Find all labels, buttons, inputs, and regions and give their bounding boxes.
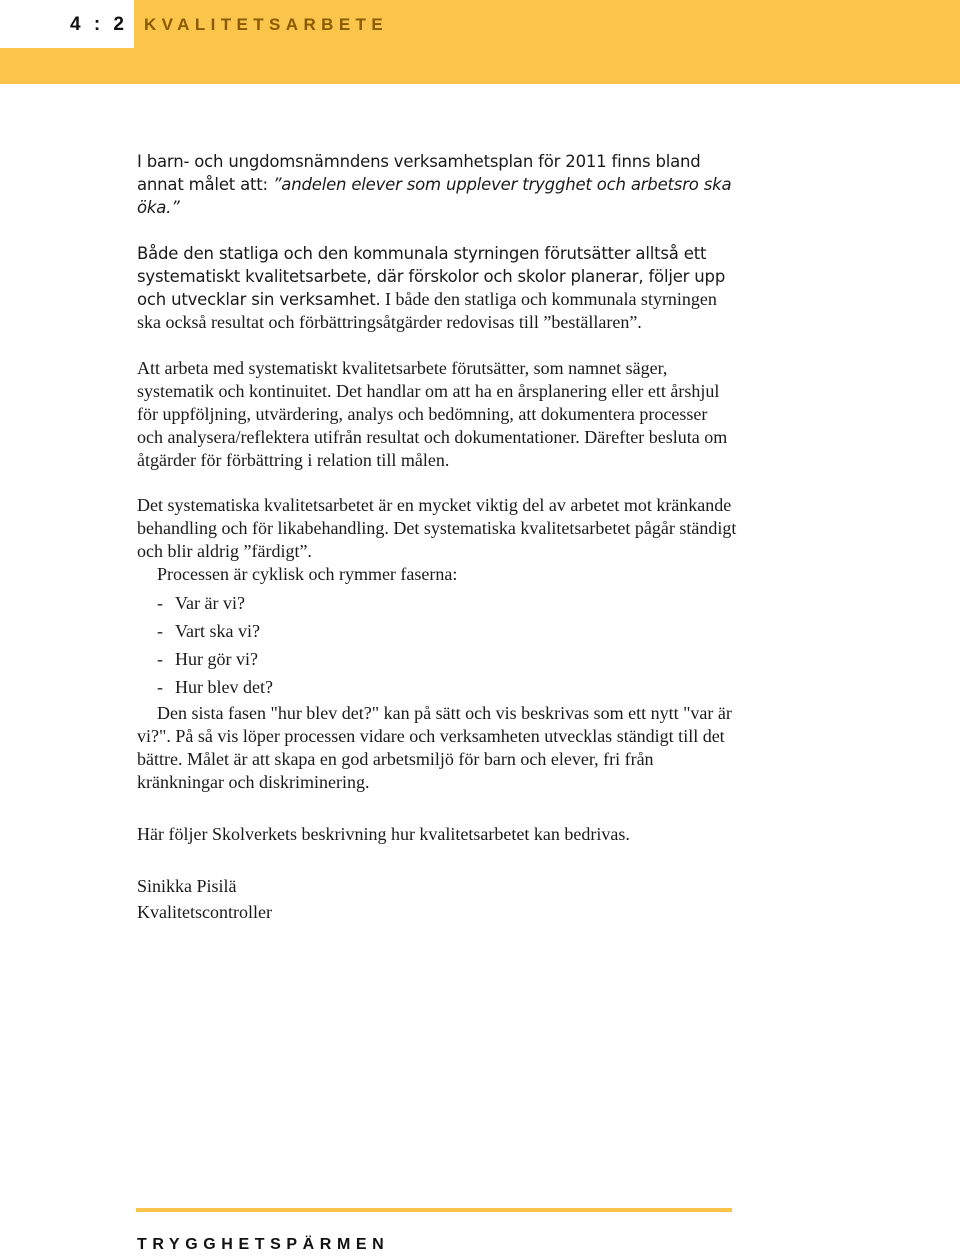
- page-number: 4 : 2: [69, 14, 128, 35]
- paragraph-governance: [137, 242, 737, 334]
- list-bullet: -: [157, 621, 163, 641]
- paragraph-cycle: Den sista fasen "hur blev det?" kan på sätt och vis beskrivas som ett nytt "var är vi?". På så vis löper processen vidare och verksamheten utvecklas ständigt till det bättre. Målet är att skapa en god arbetsmiljö för barn och elever, fri från kränkningar och diskriminering.: [137, 703, 732, 792]
- paragraph-discrimination: Det systematiska kvalitetsarbetet är en mycket viktig del av arbetet mot kränkande behandling och för likabehandling. Det systematiska kvalitetsarbetet pågår ständigt och blir aldrig ”färdigt”.: [137, 495, 737, 561]
- paragraph-systematic-work: Att arbeta med systematiskt kvalitetsarbete förutsätter, som namnet säger, systematik och kontinuitet. Det handlar om att ha en årsplanering eller ett årshjul för uppföljning, utvärdering, analys och bedömning, att dokumentera processer och analysera/reflektera utifrån resultat och dokumentationer. Därefter besluta om åtgärder för förbättring i relation till målen.: [137, 358, 728, 470]
- phase-label: Vart ska vi?: [175, 621, 260, 641]
- phase-label: Hur blev det?: [175, 677, 273, 697]
- phase-list: [137, 590, 737, 702]
- governance-text-a: Både den statliga och den kommunala styrningen förutsätter alltså ett systematiskt kvalitetsarbete, där förskolor och skolor planerar, följer upp och utvecklar sin verksamhet.: [137, 244, 726, 309]
- governance-text-b: I både den statliga och kommunala styrningen ska också resultat och förbättringsåtgärder redovisas till ”beställaren”.: [137, 289, 717, 332]
- footer-title: TRYGGHETSPÄRMEN: [137, 1236, 390, 1253]
- signature-title: Kvalitetscontroller: [137, 902, 272, 922]
- section-title: KVALITETSARBETE: [144, 15, 389, 34]
- phase-label: Hur gör vi?: [175, 649, 258, 669]
- paragraph-skolverket: Här följer Skolverkets beskrivning hur kvalitetsarbetet kan bedrivas.: [137, 824, 630, 844]
- list-bullet: -: [157, 593, 163, 613]
- paragraph-process-intro: Processen är cyklisk och rymmer faserna:: [157, 564, 458, 584]
- list-bullet: -: [157, 649, 163, 669]
- paragraph-goal: [137, 150, 737, 219]
- list-item: [157, 618, 737, 646]
- list-item: [157, 646, 737, 674]
- list-item: [157, 674, 737, 702]
- signature-name: Sinikka Pisilä: [137, 876, 237, 896]
- goal-quote: ”andelen elever som upplever trygghet och arbetsro ska öka.”: [137, 175, 732, 217]
- phase-label: Var är vi?: [175, 593, 245, 613]
- goal-intro: I barn- och ungdomsnämndens verksamhetsplan för 2011 finns bland annat målet att:: [137, 152, 701, 194]
- document-body: [137, 150, 737, 924]
- list-bullet: -: [157, 677, 163, 697]
- list-item: [157, 590, 737, 618]
- footer-divider: [136, 1208, 732, 1212]
